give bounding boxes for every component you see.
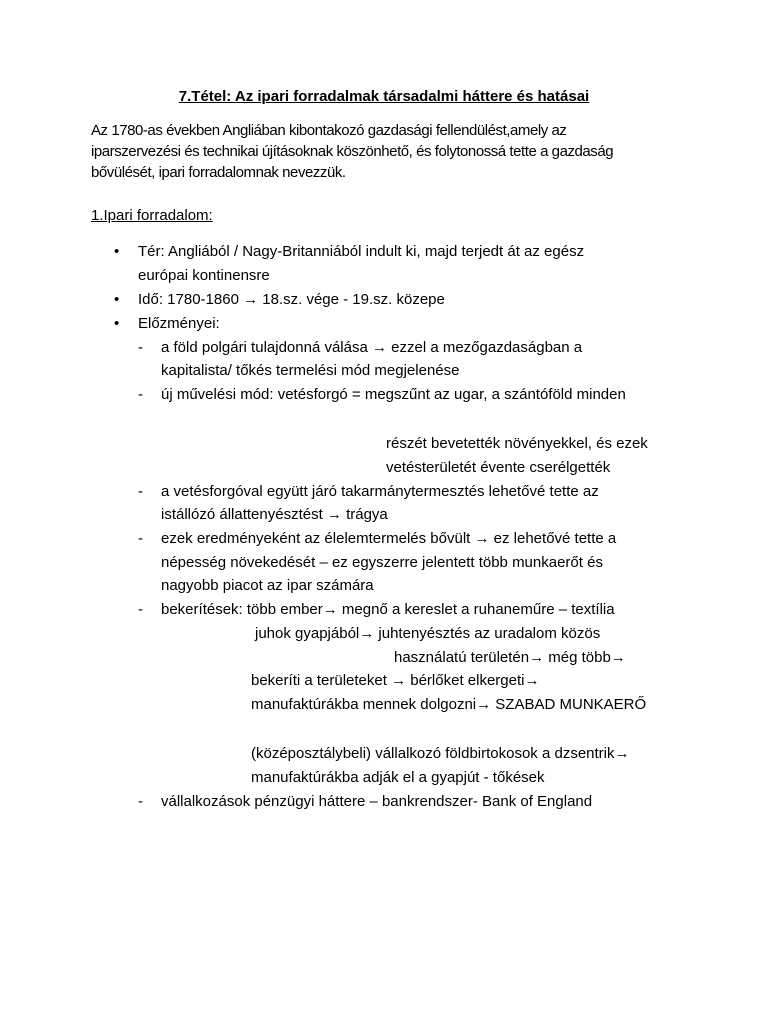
sub-item-1-line-1: a föld polgári tulajdonná válása → ezzel a mezőgazdaságban a bbox=[161, 339, 583, 356]
intro-line-2: iparszervezési és technikai újításoknak köszönhető, és folytonossá tette a gazdaság bbox=[91, 143, 614, 160]
sub-item-5-line-4: bekeríti a területeket → bérlőket elkergeti→ bbox=[251, 672, 540, 689]
bullet-marker: • bbox=[114, 291, 120, 308]
sub-item-5-line-1: bekerítések: több ember→ megnő a kereslet a ruhaneműre – textília bbox=[161, 601, 615, 618]
sub-item-4-line-2: népesség növekedését – ez egyszerre jelentett több munkaerőt és bbox=[161, 554, 603, 571]
dash-marker: - bbox=[138, 339, 143, 356]
sub-item-2-line-1: új művelési mód: vetésforgó = megszűnt az ugar, a szántóföld minden bbox=[161, 386, 626, 403]
sub-item-5-line-5: manufaktúrákba mennek dolgozni→ SZABAD MUNKAERŐ bbox=[251, 696, 647, 713]
dash-marker: - bbox=[138, 483, 143, 500]
intro-line-3: bővülését, ipari forradalomnak nevezzük. bbox=[91, 164, 346, 181]
sub-item-5-line-7: manufaktúrákba adják el a gyapjút - tőkések bbox=[251, 769, 545, 786]
section-heading: 1.Ipari forradalom: bbox=[91, 207, 213, 224]
bullet-marker: • bbox=[114, 243, 120, 260]
sub-item-2-line-2: részét bevetették növényekkel, és ezek bbox=[386, 435, 648, 452]
sub-item-5-line-3: használatú területén→ még több→ bbox=[394, 649, 626, 666]
sub-item-5-line-2: juhok gyapjából→ juhtenyésztés az uradalom közös bbox=[255, 625, 601, 642]
bullet-1-line-2: európai kontinensre bbox=[138, 267, 270, 284]
dash-marker: - bbox=[138, 793, 143, 810]
bullet-marker: • bbox=[114, 315, 120, 332]
sub-item-5-line-6: (középosztálybeli) vállalkozó földbirtokosok a dzsentrik→ bbox=[251, 745, 630, 762]
sub-item-4-line-1: ezek eredményeként az élelemtermelés bővült → ez lehetővé tette a bbox=[161, 530, 617, 547]
bullet-3-line-1: Előzményei: bbox=[138, 315, 220, 332]
bullet-1-line-1: Tér: Angliából / Nagy-Britanniából indult ki, majd terjedt át az egész bbox=[138, 243, 585, 260]
bullet-2-line-1: Idő: 1780-1860 → 18.sz. vége - 19.sz. közepe bbox=[138, 291, 445, 308]
dash-marker: - bbox=[138, 530, 143, 547]
sub-item-3-line-1: a vetésforgóval együtt járó takarmánytermesztés lehetővé tette az bbox=[161, 483, 599, 500]
sub-item-6-line-1: vállalkozások pénzügyi háttere – bankrendszer- Bank of England bbox=[161, 793, 593, 810]
document-title: 7.Tétel: Az ipari forradalmak társadalmi háttere és hatásai bbox=[178, 88, 590, 105]
sub-item-1-line-2: kapitalista/ tőkés termelési mód megjelenése bbox=[161, 362, 460, 379]
dash-marker: - bbox=[138, 601, 143, 618]
sub-item-4-line-3: nagyobb piacot az ipar számára bbox=[161, 577, 374, 594]
sub-item-2-line-3: vetésterületét évente cserélgették bbox=[386, 459, 611, 476]
dash-marker: - bbox=[138, 386, 143, 403]
sub-item-3-line-2: istállózó állattenyésztést → trágya bbox=[161, 506, 388, 523]
intro-line-1: Az 1780-as években Angliában kibontakozó gazdasági fellendülést,amely az bbox=[91, 122, 567, 139]
